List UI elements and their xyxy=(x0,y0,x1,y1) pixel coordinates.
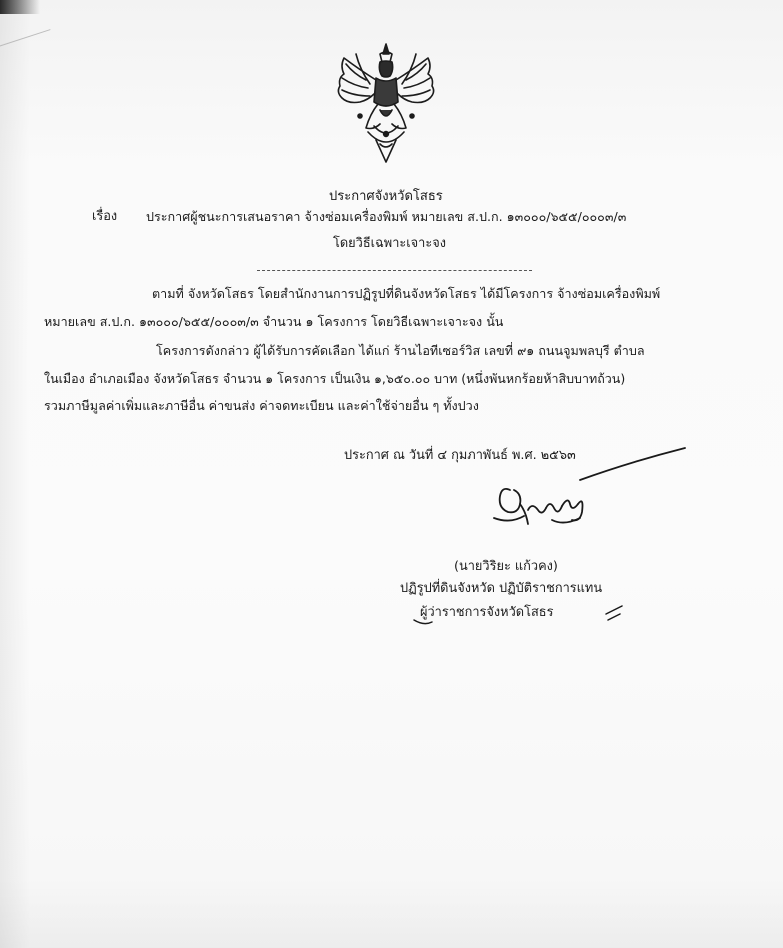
signer-title-line-1: ปฏิรูปที่ดินจังหวัด ปฏิบัติราชการแทน xyxy=(400,581,603,596)
page-edge-shadow xyxy=(0,0,40,14)
signer-title-line-2: ผู้ว่าราชการจังหวัดโสธร xyxy=(420,605,554,620)
subject-text: ประกาศผู้ชนะการเสนอราคา จ้างซ่อมเครื่องพิมพ์ หมายเลข ส.ป.ก. ๑๓๐๐๐/๖๕๕/๐๐๐๓/๓ xyxy=(146,209,627,224)
handwritten-underline xyxy=(410,600,630,630)
paragraph-1-line-2: หมายเลข ส.ป.ก. ๑๓๐๐๐/๖๕๕/๐๐๐๓/๓ จำนวน ๑ โครงการ โดยวิธีเฉพาะเจาะจง นั้น xyxy=(44,314,504,329)
paragraph-2-line-2: ในเมือง อำเภอเมือง จังหวัดโสธร จำนวน ๑ โครงการ เป็นเงิน ๑,๖๕๐.๐๐ บาท (หนึ่งพันหกร้อยห้าสิบบาทถ้วน) xyxy=(44,371,626,386)
page-bottom-shade xyxy=(0,878,783,948)
procurement-method: โดยวิธีเฉพาะเจาะจง xyxy=(333,236,446,251)
signer-name: (นายวิริยะ แก้วคง) xyxy=(454,559,558,574)
announcement-date: ประกาศ ณ วันที่ ๔ กุมภาพันธ์ พ.ศ. ๒๕๖๓ xyxy=(344,448,576,463)
paragraph-2-line-1: โครงการดังกล่าว ผู้ได้รับการคัดเลือก ได้แก่ ร้านไอทีเซอร์วิส เลขที่ ๙๑ ถนนจูมพลบุรี ตำบล xyxy=(156,343,645,358)
subject-label: เรื่อง xyxy=(92,209,118,224)
garuda-emblem-icon xyxy=(330,40,442,165)
section-divider xyxy=(257,270,532,271)
paragraph-1-line-1: ตามที่ จังหวัดโสธร โดยสำนักงานการปฏิรูปที่ดินจังหวัดโสธร ได้มีโครงการ จ้างซ่อมเครื่องพิมพ์ xyxy=(152,286,661,301)
page-shadow xyxy=(0,0,30,948)
handwritten-signature xyxy=(480,440,700,540)
paragraph-2-line-3: รวมภาษีมูลค่าเพิ่มและภาษีอื่น ค่าขนส่ง ค่าจดทะเบียน และค่าใช้จ่ายอื่น ๆ ทั้งปวง xyxy=(44,398,479,413)
document-title: ประกาศจังหวัดโสธร xyxy=(329,189,443,204)
